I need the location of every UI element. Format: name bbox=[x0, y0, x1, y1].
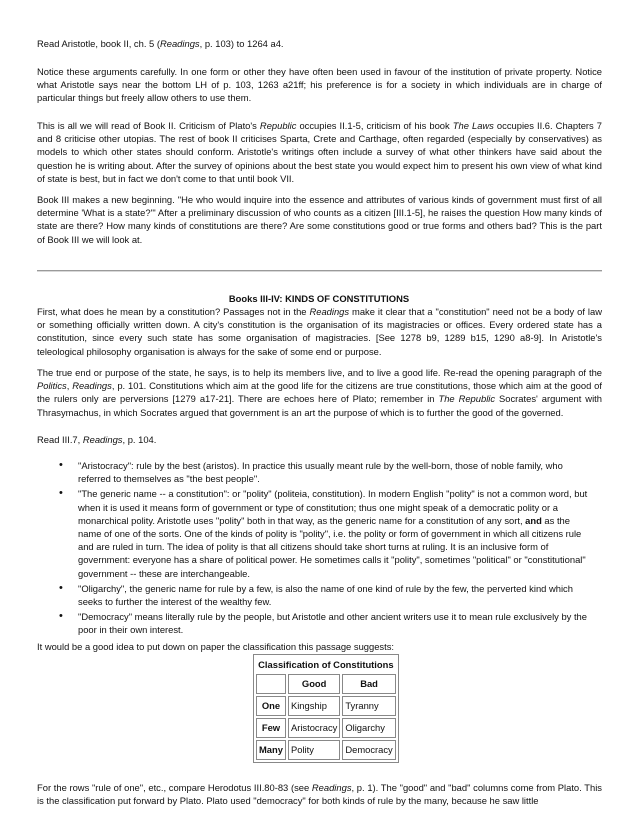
column-header-good: Good bbox=[288, 674, 340, 694]
list-item-polity bbox=[56, 487, 588, 579]
paragraph-book-two bbox=[37, 119, 602, 185]
italic-text: Readings bbox=[72, 380, 112, 392]
table-corner-cell bbox=[256, 674, 286, 694]
list-item-democracy: • "Democracy" means literally rule by the people, but Aristotle and other ancient writers use it to mean rule exclusively by the poor in their own interest. bbox=[56, 610, 588, 636]
text: Read III.7, bbox=[37, 434, 83, 445]
table-row bbox=[256, 718, 396, 738]
paragraph-read-three-seven bbox=[37, 433, 602, 446]
paragraph-book-three: Book III makes a new beginning. "He who would inquire into the essence and attributes of various kinds of government must first of all determine 'What is a state?'" After a preliminary discussion of who counts as a citizen [III.1-5], he raises the question How many kinds of state are there? How many kinds of constitutions are there? Are some constitutions good or true forms and others bad? This is the part of Book III we will look at. bbox=[37, 194, 602, 245]
text: , bbox=[66, 380, 73, 392]
horizontal-divider bbox=[37, 270, 602, 272]
column-header-bad: Bad bbox=[342, 674, 395, 694]
text: as the name of one of the sorts. One of the kinds of polity is "polity", i.e. the polity or form of government in which all citizens rule and are ruled in turn. The idea of polity is that all citizens should take short turns at ruling. It is an inclusive form of government: everyone has a share of political power. He sometimes calls it "polity", sometimes "political" or "constitutional" government -- these are interchangeable. bbox=[78, 514, 586, 579]
row-label: Few bbox=[256, 718, 286, 738]
italic-text: The Republic bbox=[438, 393, 496, 405]
text: First, what does he mean by a constitution? Passages not in the bbox=[37, 306, 310, 317]
text: , p. 1). The "good" and "bad" columns come from Plato. This is the classification put forward by Plato. Plato used "democracy" for both kinds of rule by the many, because he saw little bbox=[37, 782, 602, 807]
paragraph-classification-intro: It would be a good idea to put down on paper the classification this passage suggests: bbox=[37, 641, 395, 652]
table-row bbox=[256, 696, 396, 716]
paragraph-true-end bbox=[37, 366, 602, 419]
text: occupies II.6. Chapters 7 and 8 criticise other utopias. The rest of book II criticises Sparta, Crete and Carthage, often regarded (especially by conservatives) as models to which other states should conform. Aristotle's writings often include a survey of what other thinkers have said about the question he is writing about. After the survey of opinions about the best state you would expect him to present his own view of what kind of state is best, but in fact we don't come to that until book VII. bbox=[37, 120, 602, 184]
italic-text: Republic bbox=[259, 120, 297, 131]
italic-text: Readings bbox=[82, 434, 123, 445]
bold-text: and bbox=[525, 514, 542, 526]
row-label: One bbox=[256, 696, 286, 716]
table-cell: Polity bbox=[288, 740, 340, 760]
text: "The generic name -- a constitution": or "polity" (politeia, constitution). In modern English "polity" is not a common word, but when it is used it means form of government or type of constitution; thus one might speak of a democratic polity or a monarchical polity. Aristotle uses "polity" both in that way, as the generic name for a constitution of any sort, bbox=[78, 488, 588, 526]
classification-table bbox=[253, 654, 399, 763]
text: occupies II.1-5, criticism of his book bbox=[296, 120, 453, 131]
table-cell: Oligarchy bbox=[342, 718, 395, 738]
italic-text: Readings bbox=[159, 38, 200, 49]
table-cell: Tyranny bbox=[342, 696, 395, 716]
table-row bbox=[256, 740, 396, 760]
table-cell: Aristocracy bbox=[288, 718, 340, 738]
list-item-aristocracy: • "Aristocracy": rule by the best (aristos). In practice this usually meant rule by the well-born, those of noble family, who referred to themselves as "the best people". bbox=[56, 459, 588, 485]
table-cell: Democracy bbox=[342, 740, 395, 760]
paragraph-reading-instruction bbox=[37, 37, 602, 50]
definitions-list bbox=[56, 459, 588, 639]
list-item-oligarchy: • "Oligarchy", the generic name for rule by a few, is also the name of one kind of rule by the few, the perverted kind which seeks to further the interest of the wealthy few. bbox=[56, 582, 588, 608]
table-title: Classification of Constitutions bbox=[258, 659, 394, 670]
paragraph-herodotus bbox=[37, 781, 602, 807]
text: , p. 103) to 1264 a4. bbox=[199, 38, 284, 49]
text: Read Aristotle, book II, ch. 5 ( bbox=[37, 38, 160, 49]
paragraph-constitution-meaning bbox=[37, 305, 602, 358]
section-heading: Books III-IV: KINDS OF CONSTITUTIONS bbox=[228, 293, 410, 304]
text: For the rows "rule of one", etc., compare Herodotus III.80-83 (see bbox=[37, 782, 312, 793]
text: make it clear that a "constitution" need not be a body of law or something officially written down. A city's constitution is the organisation of its magistracies or offices. Every ordered state has a constitution, since every such state has some organisation of magistracies. [See 1278 b9, 1289 b15, 1290 a8-9]. In Aristotle's teleological philosophy organisation is always for the sake of some end or purpose. bbox=[37, 306, 602, 357]
italic-text: The Laws bbox=[452, 120, 494, 131]
paragraph-private-property: Notice these arguments carefully. In one form or other they have often been used in favour of the institution of private property. Notice what Aristotle says near the bottom LH of p. 103, 1263 a21ff; his preference is for a society in which individuals are in charge of particular things but freely allow others to use them. bbox=[37, 66, 602, 104]
text: Socrates' argument with Thrasymachus, in which Socrates argued that government is an art the purpose of which is to further the good of the governed. bbox=[37, 393, 602, 418]
italic-text: Readings bbox=[311, 782, 352, 793]
text: , p. 104. bbox=[122, 434, 157, 445]
italic-text: Readings bbox=[309, 306, 350, 317]
table-cell: Kingship bbox=[288, 696, 340, 716]
italic-text: Politics bbox=[37, 380, 67, 392]
text: The true end or purpose of the state, he says, is to help its members live, and to live a good life. Re-read the opening paragraph of the bbox=[37, 367, 602, 378]
text: , p. 101. Constitutions which aim at the good life for the citizens are true constitutions, those which aim at the good of the rulers only are perversions [1279 a17-21]. There are echoes here of Plato; remember in bbox=[37, 380, 603, 405]
text: This is all we will read of Book II. Criticism of Plato's bbox=[37, 120, 260, 131]
row-label: Many bbox=[256, 740, 286, 760]
